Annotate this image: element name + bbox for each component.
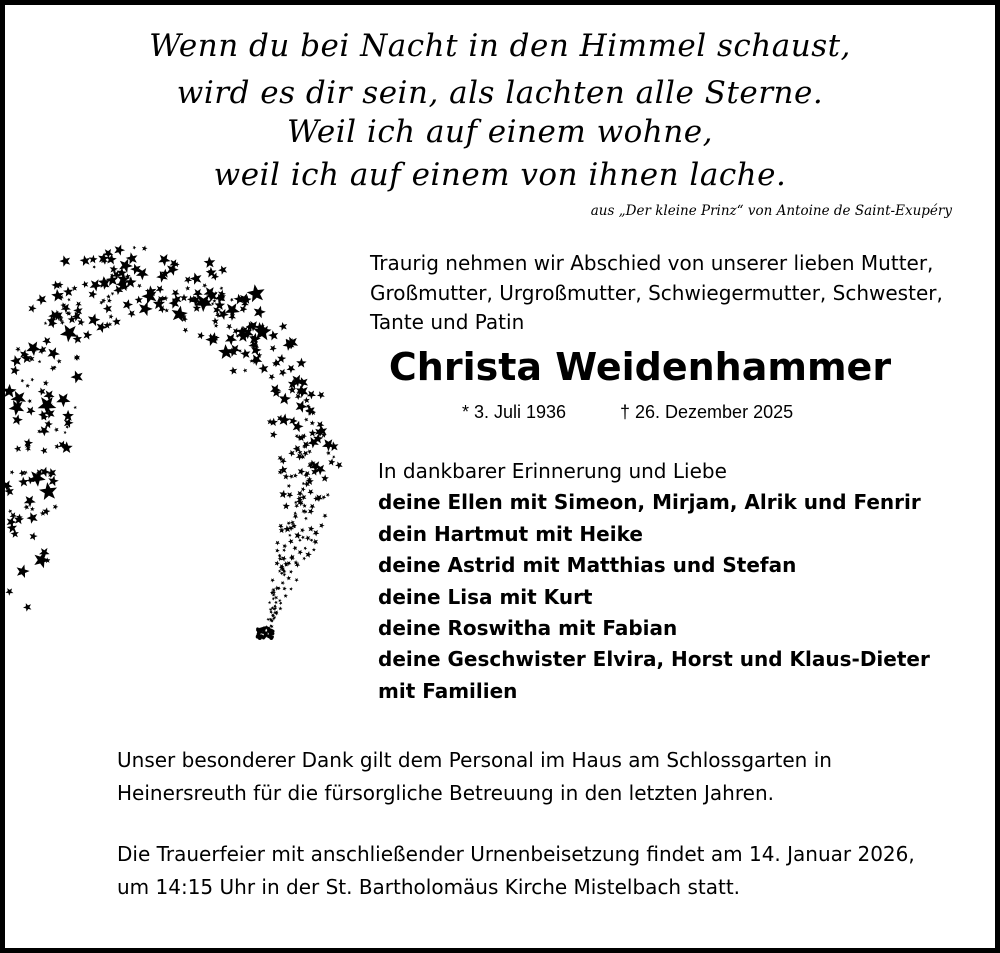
ceremony-line-2: um 14:15 Uhr in der St. Bartholomäus Kirche Mistelbach statt. xyxy=(117,875,741,899)
quote-source: aus „Der kleine Prinz“ von Antoine de Saint-Exupéry xyxy=(590,203,952,219)
mourners xyxy=(378,456,978,707)
mourner-line: deine Geschwister Elvira, Horst und Klaus-Dieter xyxy=(378,647,930,672)
death-date: † 26. Dezember 2025 xyxy=(620,402,794,422)
thanks-line-2: Heinersreuth für die fürsorgliche Betreuung in den letzten Jahren. xyxy=(117,781,774,805)
mourner-line: deine Roswitha mit Fabian xyxy=(378,616,678,641)
birth-date: * 3. Juli 1936 xyxy=(462,402,567,422)
intro-line-1: Traurig nehmen wir Abschied von unserer lieben Mutter, xyxy=(370,251,934,275)
intro-line-3: Tante und Patin xyxy=(370,310,525,334)
quote-line-4: weil ich auf einem von ihnen lache. xyxy=(213,157,787,193)
mourner-line: deine Lisa mit Kurt xyxy=(378,584,593,609)
quote-line-2: wird es dir sein, als lachten alle Sterne. xyxy=(176,75,824,111)
thanks-text xyxy=(117,744,977,810)
shooting-star-icon xyxy=(0,240,365,650)
thanks-line-1: Unser besonderer Dank gilt dem Personal im Haus am Schlossgarten in xyxy=(117,748,832,772)
mourner-line: deine Astrid mit Matthias und Stefan xyxy=(378,553,797,578)
mourners-heading: In dankbarer Erinnerung und Liebe xyxy=(378,459,727,483)
mourner-line: dein Hartmut mit Heike xyxy=(378,521,643,546)
quote-line-3: Weil ich auf einem wohne, xyxy=(287,114,713,150)
intro-line-2: Großmutter, Urgroßmutter, Schwiegermutter, Schwester, xyxy=(370,280,943,305)
mourner-line: deine Ellen mit Simeon, Mirjam, Alrik und Fenrir xyxy=(378,490,921,515)
deceased-name: Christa Weidenhammer xyxy=(388,345,892,389)
intro-text xyxy=(370,249,970,338)
quote-line-1: Wenn du bei Nacht in den Himmel schaust, xyxy=(149,28,851,64)
mourner-line: mit Familien xyxy=(378,678,518,703)
ceremony-text xyxy=(117,838,977,904)
ceremony-line-1: Die Trauerfeier mit anschließender Urnenbeisetzung findet am 14. Januar 2026, xyxy=(117,842,915,866)
